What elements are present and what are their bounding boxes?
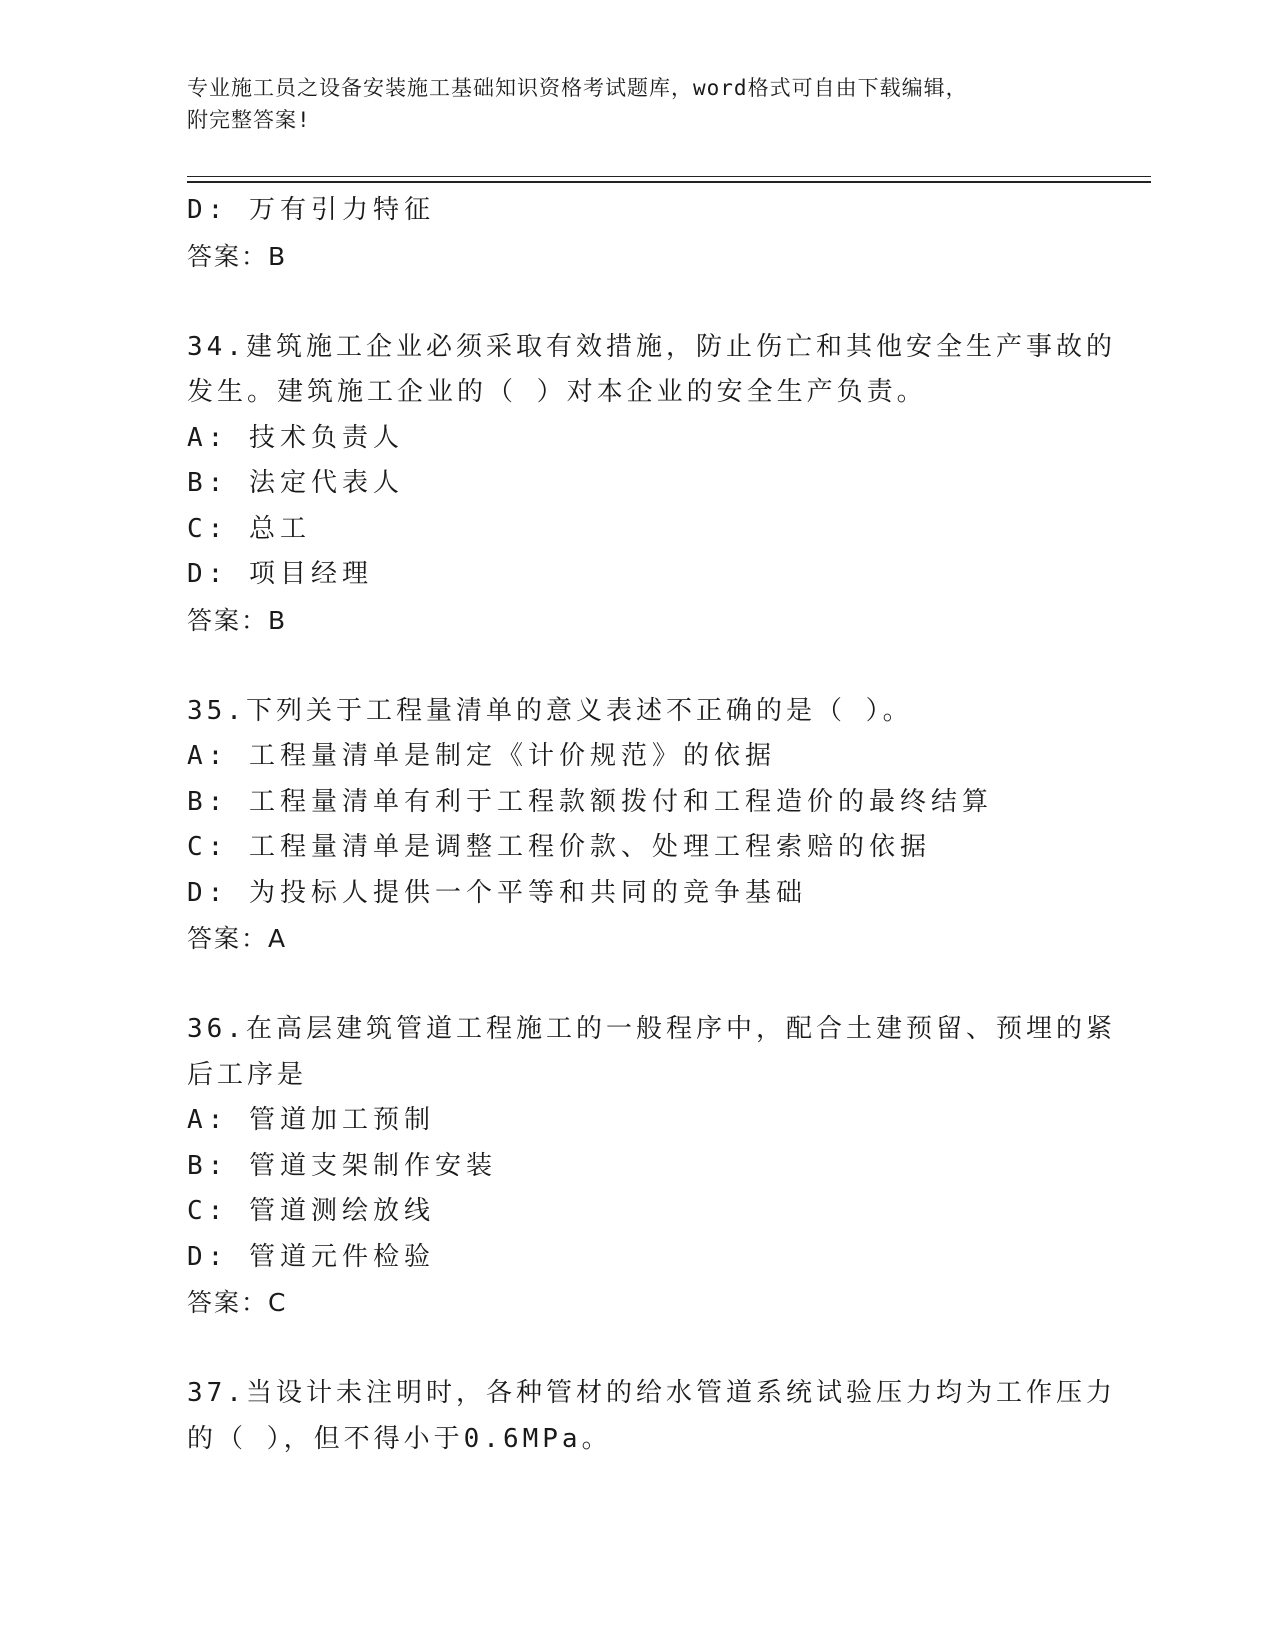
question-stem: 34.建筑施工企业必须采取有效措施，防止伤亡和其他安全生产事故的 <box>187 331 1116 362</box>
spacer <box>187 1326 1087 1372</box>
option-b: B: 管道支架制作安装 <box>187 1150 497 1181</box>
question-stem-continued: 发生。建筑施工企业的（ ）对本企业的安全生产负责。 <box>187 377 927 407</box>
header-line-2: 附完整答案! <box>187 108 311 132</box>
question-list <box>187 188 1116 1462</box>
answer-line: 答案：B <box>187 605 288 635</box>
option-d: D: 管道元件检验 <box>187 1241 435 1272</box>
option-d: D: 项目经理 <box>187 559 373 589</box>
question-36 <box>187 1007 1116 1326</box>
option-b: B: 法定代表人 <box>187 468 404 498</box>
option-c: C: 管道测绘放线 <box>187 1196 435 1226</box>
answer-line: 答案：C <box>187 1288 288 1317</box>
spacer <box>187 643 1087 689</box>
question-stem-continued: 后工序是 <box>187 1059 308 1090</box>
question-37 <box>187 1371 1116 1462</box>
option-c: C: 总工 <box>187 513 311 544</box>
question-35 <box>187 689 1087 962</box>
question-stem-continued: 的（ ），但不得小于0.6MPa。 <box>187 1423 612 1454</box>
question-stem: 37.当设计未注明时，各种管材的给水管道系统试验压力均为工作压力 <box>187 1378 1116 1408</box>
previous-question-tail <box>187 188 1087 279</box>
option-a: A: 管道加工预制 <box>187 1105 435 1135</box>
question-34 <box>187 325 1116 644</box>
option-b: B: 工程量清单有利于工程款额拨付和工程造价的最终结算 <box>187 786 993 817</box>
question-stem: 35.下列关于工程量清单的意义表述不正确的是（ ）。 <box>187 695 913 726</box>
option-d: D: 为投标人提供一个平等和共同的竞争基础 <box>187 877 807 908</box>
header-line-1: 专业施工员之设备安装施工基础知识资格考试题库，word格式可自由下载编辑， <box>187 76 968 100</box>
spacer <box>187 279 1087 325</box>
question-stem: 36.在高层建筑管道工程施工的一般程序中，配合土建预留、预埋的紧 <box>187 1014 1116 1044</box>
option-a: A: 技术负责人 <box>187 422 404 453</box>
spacer <box>187 962 1087 1008</box>
option-c: C: 工程量清单是调整工程价款、处理工程索赔的依据 <box>187 832 931 862</box>
header-divider <box>187 176 1151 183</box>
document-header <box>187 72 1067 136</box>
answer-line: 答案：A <box>187 924 288 953</box>
option-d: D: 万有引力特征 <box>187 195 435 225</box>
answer-line: 答案：B <box>187 241 288 271</box>
option-a: A: 工程量清单是制定《计价规范》的依据 <box>187 741 776 771</box>
